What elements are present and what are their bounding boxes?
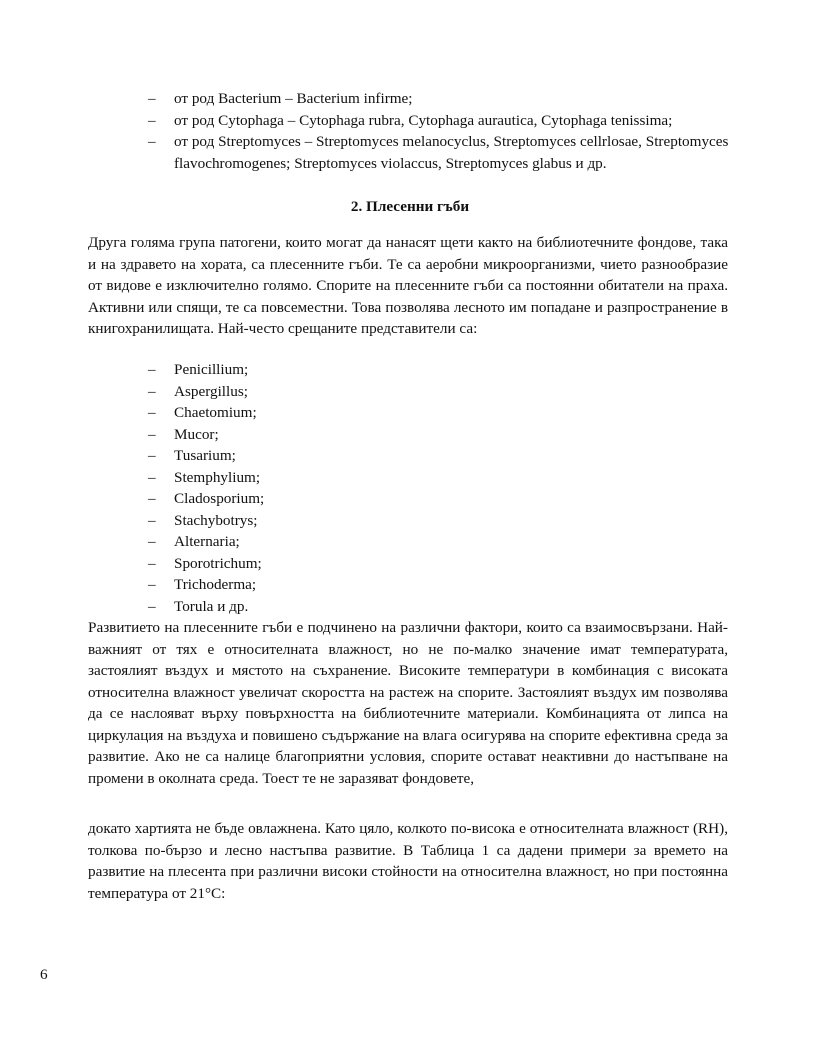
list-item-text: Mucor; [174,425,219,443]
list-item [148,402,474,424]
mold-genus-list [148,359,474,617]
list-item-text: от род Cytophaga – Cytophaga rubra, Cytophaga aurautica, Cytophaga tenissima; [174,111,673,129]
section-heading: 2. Плесенни гъби [350,198,470,215]
list-item-text: Stachybotrys; [174,511,258,529]
list-item-text: Cladosporium; [174,490,265,507]
list-item-text: Alternaria; [174,533,240,550]
list-item [148,596,474,618]
list-item-text: Sporotrichum; [174,554,262,572]
list-item-text: Tusarium; [174,447,236,464]
list-item [148,88,734,110]
paragraph-factors: Развитието на плесенните гъби е подчинено на различни фактори, които са взаимосвързани. Най-важният от тях е относителната влажност, но не по-малко значение имат температурата, застоялият въздух и мястото на съхранение. Високите температури в комбинация с високата относителна влажност увеличат скоростта на растеж на спорите. Застоялият въздух им позволява да се наслояват върху повърхността на библиотечните материали. Комбинацията от липса на циркулация на въздуха и повишено съдържание на влага осигурява на спорите ефективна среда за развитие. Ако не са налице благоприятни условия, спорите остават неактивни до настъпване на промени в околната среда. Тоест те не заразяват фондовете, [88,619,728,787]
dash-bullet: – [148,382,156,400]
dash-bullet: – [148,447,156,464]
list-item-text: Aspergillus; [174,382,248,400]
list-item [148,574,474,596]
list-item [148,424,474,446]
dash-bullet: – [148,133,156,150]
dash-bullet: – [148,361,156,378]
list-item [148,531,474,553]
list-item [148,510,474,532]
list-item-text: Stemphylium; [174,468,261,486]
list-item [148,553,474,575]
dash-bullet: – [148,425,156,443]
dash-bullet: – [148,597,156,615]
paragraph-intro: Друга голяма група патогени, които могат да нанасят щети както на библиотечните фондове, така и на здравето на хората, са плесенните гъби. Те са аеробни микроорганизми, чието разнообразие от видове е изключително голямо. Спорите на плесенните гъби са постоянни обитатели на праха. Активни или спящи, те са повсеместни. Това позволява лесното им попадане и разпространение в книгохранилищата. Най-често срещаните представители са: [88,234,728,337]
dash-bullet: – [148,90,156,107]
dash-bullet: – [148,533,156,550]
list-item-text: Penicillium; [174,361,249,378]
list-item-text: от род Bacterium – Bacterium infirme; [174,90,413,107]
list-item [148,359,474,381]
list-item [148,445,474,467]
list-item-text: Chaetomium; [174,404,257,421]
dash-bullet: – [148,576,156,593]
paragraph-humidity: докато хартията не бъде овлажнена. Като цяло, колкото по-висока е относителната влажност (RH), толкова по-бързо и лесно настъпва развитие. В Таблица 1 са дадени примери за времето на развитие на плесента при различни високи стойности на относителна влажност, но при постоянна температура от 21°C: [88,820,728,902]
list-item [148,488,474,510]
dash-bullet: – [148,490,156,507]
dash-bullet: – [148,511,156,529]
dash-bullet: – [148,554,156,572]
list-item-text: Trichoderma; [174,576,257,593]
list-item [148,381,474,403]
dash-bullet: – [148,468,156,486]
dash-bullet: – [148,111,156,129]
list-item [148,131,734,174]
list-item [148,110,734,132]
list-item-text: от род Streptomyces – Streptomyces melanocyclus, Streptomyces cellrlosae, Streptomyces flavochromogenes; Streptomyces violaccus, Streptomyces glabus и др. [174,133,729,172]
list-item-text: Torula и др. [174,597,249,615]
bacteria-genus-list [148,88,734,174]
page-number: 6 [40,966,48,983]
dash-bullet: – [148,404,156,421]
list-item [148,467,474,489]
